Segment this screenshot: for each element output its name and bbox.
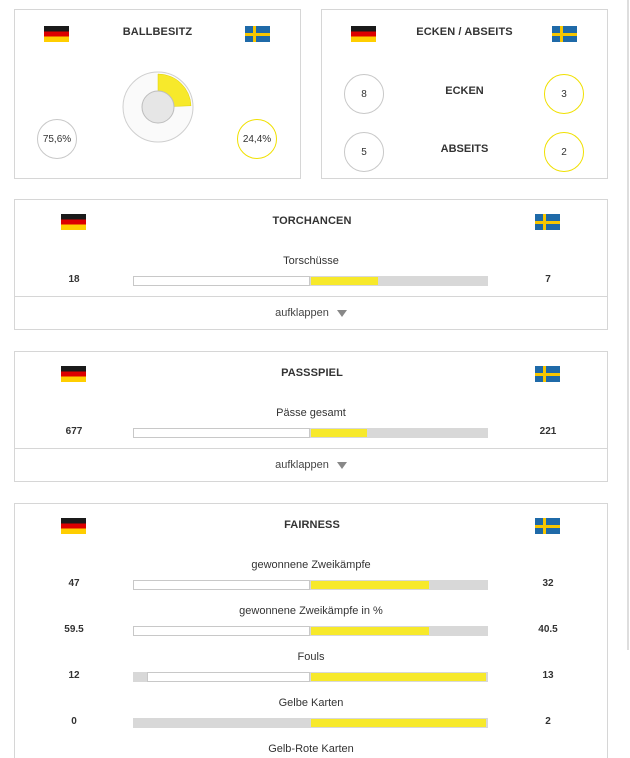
away-corners-circle — [544, 74, 584, 114]
stat-label: gewonnene Zweikämpfe in % — [239, 605, 383, 617]
stat-label: Gelbe Karten — [278, 697, 344, 709]
expand-button[interactable] — [15, 296, 607, 330]
fairness-card — [14, 503, 608, 758]
away-stat-value: 32 — [542, 578, 554, 589]
sweden-flag-icon — [245, 26, 270, 42]
expand-label: aufklappen — [275, 307, 329, 319]
sweden-flag-icon — [535, 214, 560, 230]
stat-bar — [133, 626, 488, 636]
home-bar-fill — [133, 626, 310, 636]
home-bar-fill — [133, 580, 310, 590]
triangle-down-icon — [337, 310, 347, 317]
stat-bar — [133, 580, 488, 590]
stat-bar — [133, 276, 488, 286]
away-corners-value: 3 — [561, 88, 567, 100]
passing-title: PASSSPIEL — [281, 367, 343, 379]
away-bar-fill — [310, 428, 368, 438]
away-possession-value: 24,4% — [242, 133, 272, 145]
possession-pie-chart — [121, 70, 195, 144]
home-bar-fill — [133, 428, 310, 438]
chances-title: TORCHANCEN — [272, 215, 352, 227]
away-offsides-circle — [544, 132, 584, 172]
away-bar-fill — [310, 626, 430, 636]
corners-offsides-title: ECKEN / ABSEITS — [416, 26, 513, 38]
home-stat-value: 0 — [71, 716, 77, 727]
scrollbar-track[interactable] — [627, 0, 629, 650]
stat-bar — [133, 718, 488, 728]
away-offsides-value: 2 — [561, 146, 567, 158]
passing-card — [14, 351, 608, 482]
chances-card — [14, 199, 608, 330]
stat-label: Fouls — [297, 651, 325, 663]
stat-label: Pässe gesamt — [276, 407, 346, 419]
away-bar-fill — [310, 276, 379, 286]
germany-flag-icon — [351, 26, 376, 42]
corners-offsides-card — [321, 9, 608, 179]
away-stat-value: 7 — [545, 274, 551, 285]
away-stat-value: 221 — [539, 426, 557, 437]
sweden-flag-icon — [535, 518, 560, 534]
home-bar-fill — [133, 276, 310, 286]
home-offsides-value: 5 — [361, 146, 367, 158]
expand-button[interactable] — [15, 448, 607, 482]
home-possession-value: 75,6% — [42, 133, 72, 145]
away-bar-fill — [310, 580, 430, 590]
fairness-title: FAIRNESS — [284, 519, 340, 531]
away-bar-fill — [310, 672, 487, 682]
away-bar-fill — [310, 718, 487, 728]
sweden-flag-icon — [552, 26, 577, 42]
stat-bar — [133, 428, 488, 438]
away-stat-value: 2 — [545, 716, 551, 727]
home-bar-fill — [147, 672, 310, 682]
germany-flag-icon — [44, 26, 69, 42]
offsides-label: ABSEITS — [440, 143, 489, 155]
away-stat-value: 13 — [542, 670, 554, 681]
stat-label: Torschüsse — [283, 255, 339, 267]
stat-label: Gelb-Rote Karten — [268, 743, 354, 755]
home-corners-value: 8 — [361, 88, 367, 100]
triangle-down-icon — [337, 462, 347, 469]
expand-label: aufklappen — [275, 459, 329, 471]
away-possession-circle — [237, 119, 277, 159]
stat-label: gewonnene Zweikämpfe — [251, 559, 371, 571]
corners-label: ECKEN — [445, 85, 484, 97]
stat-bar — [133, 672, 488, 682]
home-stat-value: 59.5 — [64, 624, 84, 635]
home-stat-value: 18 — [68, 274, 80, 285]
home-stat-value: 12 — [68, 670, 80, 681]
home-possession-circle — [37, 119, 77, 159]
home-corners-circle — [344, 74, 384, 114]
sweden-flag-icon — [535, 366, 560, 382]
away-stat-value: 40.5 — [538, 624, 558, 635]
possession-title: BALLBESITZ — [122, 26, 193, 38]
home-stat-value: 677 — [65, 426, 83, 437]
home-stat-value: 47 — [68, 578, 80, 589]
possession-card — [14, 9, 301, 179]
home-offsides-circle — [344, 132, 384, 172]
